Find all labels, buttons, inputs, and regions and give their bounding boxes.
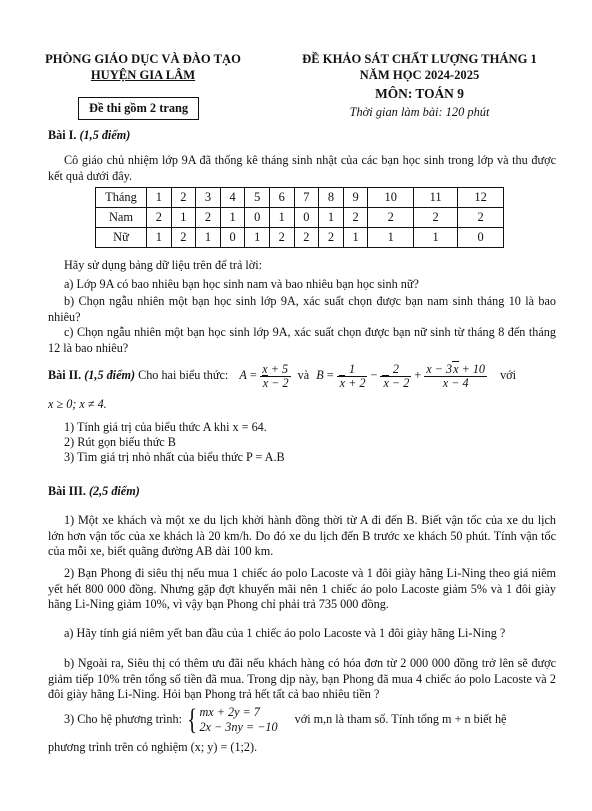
- table-cell: 2: [269, 228, 294, 248]
- problem-3-3-tail: với m,n là tham số. Tính tổng m + n biết hệ: [294, 712, 507, 726]
- equation-system: [199, 705, 277, 735]
- section-3-points: (2,5 điểm): [88, 484, 140, 498]
- district-name: HUYỆN GIA LÂM: [90, 68, 196, 82]
- problem-3-2a: a) Hãy tính giá niêm yết ban đầu của 1 chiếc áo polo Lacoste và 1 đôi giày hãng Li-Ning ?: [64, 626, 506, 640]
- table-cell: 1: [368, 228, 414, 248]
- table-cell: 9: [343, 188, 368, 208]
- section-1-heading: [48, 128, 130, 143]
- domain-condition: x ≥ 0; x ≠ 4.: [48, 397, 107, 411]
- table-cell: 2: [414, 208, 458, 228]
- table-cell: 4: [220, 188, 245, 208]
- table-cell: 11: [414, 188, 458, 208]
- school-year: NĂM HỌC 2024-2025: [359, 68, 480, 82]
- section-2-lead: Cho hai biểu thức:: [138, 368, 229, 382]
- section-1-intro: Cô giáo chủ nhiệm lớp 9A đã thống kê tháng sinh nhật của các bạn học sinh trong lớp và thu được kết quả dưới đây.: [48, 153, 556, 183]
- problem-3-1: 1) Một xe khách và một xe du lịch khởi hành đồng thời từ A đi đến B. Biết vận tốc của xe du lịch lớn hơn vận tốc của xe khách là 20 km/h. Do đó xe du lịch đến B trước xe khách 50 phút. Tính vận tốc của mỗi xe, biết quãng đường AB dài 100 km.: [48, 513, 556, 558]
- expression-a: A = $\frac{x + 5}{x - 2}$: [239, 361, 289, 390]
- system-brace: {: [187, 703, 198, 737]
- question-1b: b) Chọn ngẫu nhiên một bạn học sinh lớp 9A, xác suất chọn được bạn nam sinh tháng 10 là bao nhiêu?: [48, 294, 556, 324]
- table-row: [96, 228, 504, 248]
- table-cell: 1: [147, 188, 172, 208]
- problem-3-2: 2) Bạn Phong đi siêu thị nếu mua 1 chiếc áo polo Lacoste và 1 đôi giày hãng Li-Ning theo giá niêm yết hết 800 000 đồng. Nhưng gặp đợt khuyến mãi nên 1 chiếc áo polo Lacoste giảm 5% và 1 đôi giày hãng Li-Ning giảm 10%, vì vậy bạn Phong chỉ phải trả 735 000 đồng.: [48, 566, 556, 611]
- question-2-3: 3) Tìm giá trị nhỏ nhất của biểu thức P = A.B: [64, 450, 285, 464]
- table-cell: 1: [245, 228, 270, 248]
- table-row-label: Tháng: [96, 188, 147, 208]
- table-cell: 2: [147, 208, 172, 228]
- equation-1: mx + 2y = 7: [199, 705, 260, 720]
- table-cell: 1: [147, 228, 172, 248]
- section-2-heading: [48, 361, 516, 390]
- with-word: với: [500, 368, 517, 382]
- department-name: PHÒNG GIÁO DỤC VÀ ĐÀO TẠO: [45, 52, 241, 66]
- table-cell: 0: [294, 208, 319, 228]
- section-3-title: Bài III.: [48, 484, 86, 498]
- table-cell: 1: [269, 208, 294, 228]
- table-cell: 2: [171, 228, 196, 248]
- problem-3-3-lead: 3) Cho hệ phương trình:: [64, 712, 182, 726]
- table-cell: 0: [245, 208, 270, 228]
- table-cell: 0: [458, 228, 504, 248]
- time-limit: Thời gian làm bài: 120 phút: [349, 105, 490, 119]
- table-cell: 10: [368, 188, 414, 208]
- table-cell: 2: [319, 228, 344, 248]
- table-cell: 1: [319, 208, 344, 228]
- table-row-label: Nam: [96, 208, 147, 228]
- table-cell: 3: [196, 188, 221, 208]
- table-cell: 8: [319, 188, 344, 208]
- table-cell: 6: [269, 188, 294, 208]
- question-2-1: 1) Tính giá trị của biểu thức A khi x = 64.: [64, 420, 267, 434]
- table-cell: 1: [343, 228, 368, 248]
- problem-3-2b: b) Ngoài ra, Siêu thị có thêm ưu đãi nếu khách hàng có hóa đơn từ 2 000 000 đồng trở lên sẽ được giảm tiếp 10% trên tổng số tiền đã mua. Trong dịp này, bạn Phong đã mua 4 chiếc áo polo Lacoste và 2 đôi giày hãng Li-Ning. Hỏi bạn Phong trả hết tất cả bao nhiêu tiền ?: [48, 656, 556, 701]
- table-header-row: [96, 188, 504, 208]
- section-2-points: (1,5 điểm): [84, 368, 136, 382]
- exam-title: ĐỀ KHẢO SÁT CHẤT LƯỢNG THÁNG 1: [302, 52, 537, 66]
- section-2-title: Bài II.: [48, 368, 82, 382]
- section-1-prompt: Hãy sử dụng bảng dữ liệu trên để trả lời:: [64, 258, 263, 272]
- table-cell: 1: [171, 208, 196, 228]
- table-row-label: Nữ: [96, 228, 147, 248]
- table-cell: 2: [196, 208, 221, 228]
- section-1-points: (1,5 điểm): [79, 128, 131, 142]
- table-cell: 2: [458, 208, 504, 228]
- problem-3-3: [64, 699, 556, 739]
- table-cell: 1: [414, 228, 458, 248]
- table-cell: 7: [294, 188, 319, 208]
- question-1a: a) Lớp 9A có bao nhiêu bạn học sinh nam và bao nhiêu bạn học sinh nữ?: [64, 277, 419, 291]
- and-word: và: [297, 368, 310, 382]
- section-3-heading: [48, 484, 140, 499]
- section-1-title: Bài I.: [48, 128, 77, 142]
- table-cell: 5: [245, 188, 270, 208]
- table-cell: 2: [343, 208, 368, 228]
- expression-b: B = $\frac{1}{x + 2}$ − $\frac{2}{x - 2}$ + $\frac{x - 3x + 10}{x - 4}$: [316, 361, 486, 390]
- pages-box: Đề thi gồm 2 trang: [78, 97, 199, 120]
- equation-2: 2x − 3ny = −10: [199, 720, 278, 735]
- birthday-stats-table: [95, 187, 504, 248]
- table-cell: 2: [171, 188, 196, 208]
- table-cell: 1: [196, 228, 221, 248]
- table-cell: 1: [220, 208, 245, 228]
- problem-3-3-end: phương trình trên có nghiệm (x; y) = (1;2).: [48, 740, 258, 754]
- question-2-2: 2) Rút gọn biểu thức B: [64, 435, 176, 449]
- table-cell: 0: [220, 228, 245, 248]
- table-cell: 2: [294, 228, 319, 248]
- question-1c: c) Chọn ngẫu nhiên một bạn học sinh lớp 9A, xác suất chọn được bạn nữ sinh từ tháng 8 đến tháng 12 là bao nhiêu?: [48, 325, 556, 355]
- table-cell: 12: [458, 188, 504, 208]
- table-row: [96, 208, 504, 228]
- subject: MÔN: TOÁN 9: [375, 86, 464, 101]
- table-cell: 2: [368, 208, 414, 228]
